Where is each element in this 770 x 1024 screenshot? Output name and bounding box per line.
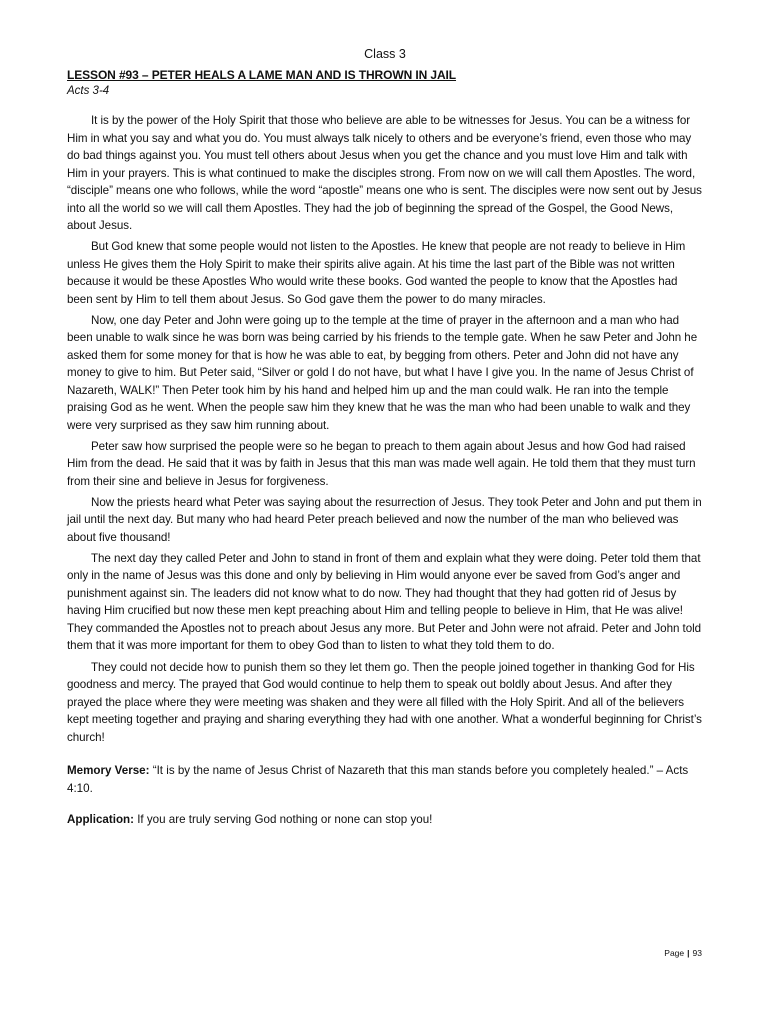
application-text: If you are truly serving God nothing or none can stop you! [133, 813, 433, 827]
page-separator: | [687, 948, 690, 958]
page-footer [664, 947, 702, 959]
memory-verse-text: “It is by the name of Jesus Christ of Nazareth that this man stands before you completely healed.” – Acts 4:10. [67, 764, 689, 795]
class-label: Class 3 [364, 47, 406, 61]
paragraph-4: Peter saw how surprised the people were so he began to preach to them again about Jesus and how God had raised Him from the dead. He said that it was by faith in Jesus that this man was made well again. He told them that they must turn from their sine and believe in Jesus for forgiveness. [67, 439, 696, 488]
application-label: Application: [67, 813, 134, 827]
memory-verse-label: Memory Verse: [67, 764, 150, 778]
page-number: 93 [692, 948, 702, 958]
page-label: Page [664, 948, 685, 958]
paragraph-3: Now, one day Peter and John were going up to the temple at the time of prayer in the afternoon and a man who had been unable to walk since he was born was being carried by his friends to the temple gate. When he saw Peter and John he asked them for some money for that is how he was able to eat, by begging from others. Peter and John did not have any money to give to him. But Peter said, “Silver or gold I do not have, but what I have I give you. In the name of Jesus Christ of Nazareth, WALK!” Then Peter took him by his hand and helped him up and the man could walk. He ran into the temple praising God as he went. When the people saw him they knew that he was the man who had been unable to walk and they were very surprised as they saw him running about. [67, 313, 698, 432]
paragraph-5: Now the priests heard what Peter was saying about the resurrection of Jesus. They took Peter and John and put them in jail until the next day. But many who had heard Peter preach believed and now the number of the man who believed was about five thousand! [67, 495, 702, 544]
memory-verse [67, 762, 703, 797]
paragraph-7: They could not decide how to punish them so they let them go. Then the people joined together in thanking God for His goodness and mercy. The prayed that God would continue to help them to speak out boldly about Jesus. And after they prayed the place where they were meeting was shaken and they were all filled with the Holy Spirit. And all of the believers kept meeting together and praying and sharing everything they had with one another. What a wonderful beginning for Christ’s church! [67, 660, 702, 744]
paragraph-1: It is by the power of the Holy Spirit that those who believe are able to be witnesses for Jesus. You can be a witness for Him in what you say and what you do. You must always talk nicely to others and be everyone’s friend, even those who may do bad things against you. You must tell others about Jesus when you get the chance and you must love Him and talk with Him in your prayers. This is what continued to make the disciples strong. From now on we will call them Apostles. The word, “disciple” means one who follows, while the word “apostle” means one who is sent. The disciples were now sent out by Jesus into all the world so we will call them Apostles. They had the job of beginning the spread of the Gospel, the Good News, about Jesus. [67, 114, 702, 232]
paragraph-2: But God knew that some people would not listen to the Apostles. He knew that people are not ready to believe in Him unless He gives them the Holy Spirit to make their spirits alive again. At his time the last part of the Bible was not written because it would be these Apostles Who would write these books. God wanted the people to know that the Apostles had been sent by Him to tell them about Jesus. So God gave them the power to do many miracles. [67, 240, 686, 306]
scripture-reference: Acts 3-4 [67, 85, 110, 97]
lesson-title: LESSON #93 – PETER HEALS A LAME MAN AND IS THROWN IN JAIL [67, 68, 457, 82]
paragraph-6: The next day they called Peter and John to stand in front of them and explain what they were doing. Peter told them that only in the name of Jesus was this done and only by believing in Him would anyone ever be saved from God’s anger and punishment against sin. The leaders did not know what to do now. They had thought that they had gotten rid of Jesus by having Him crucified but now these men kept preaching about Him and telling people to believe in Him, that He was alive! They commanded the Apostles not to preach about Jesus any more. But Peter and John were not afraid. Peter and John told them that it was more important for them to obey God than to listen to what they told them to do. [67, 551, 702, 653]
application [67, 811, 703, 829]
document-page [67, 44, 703, 829]
